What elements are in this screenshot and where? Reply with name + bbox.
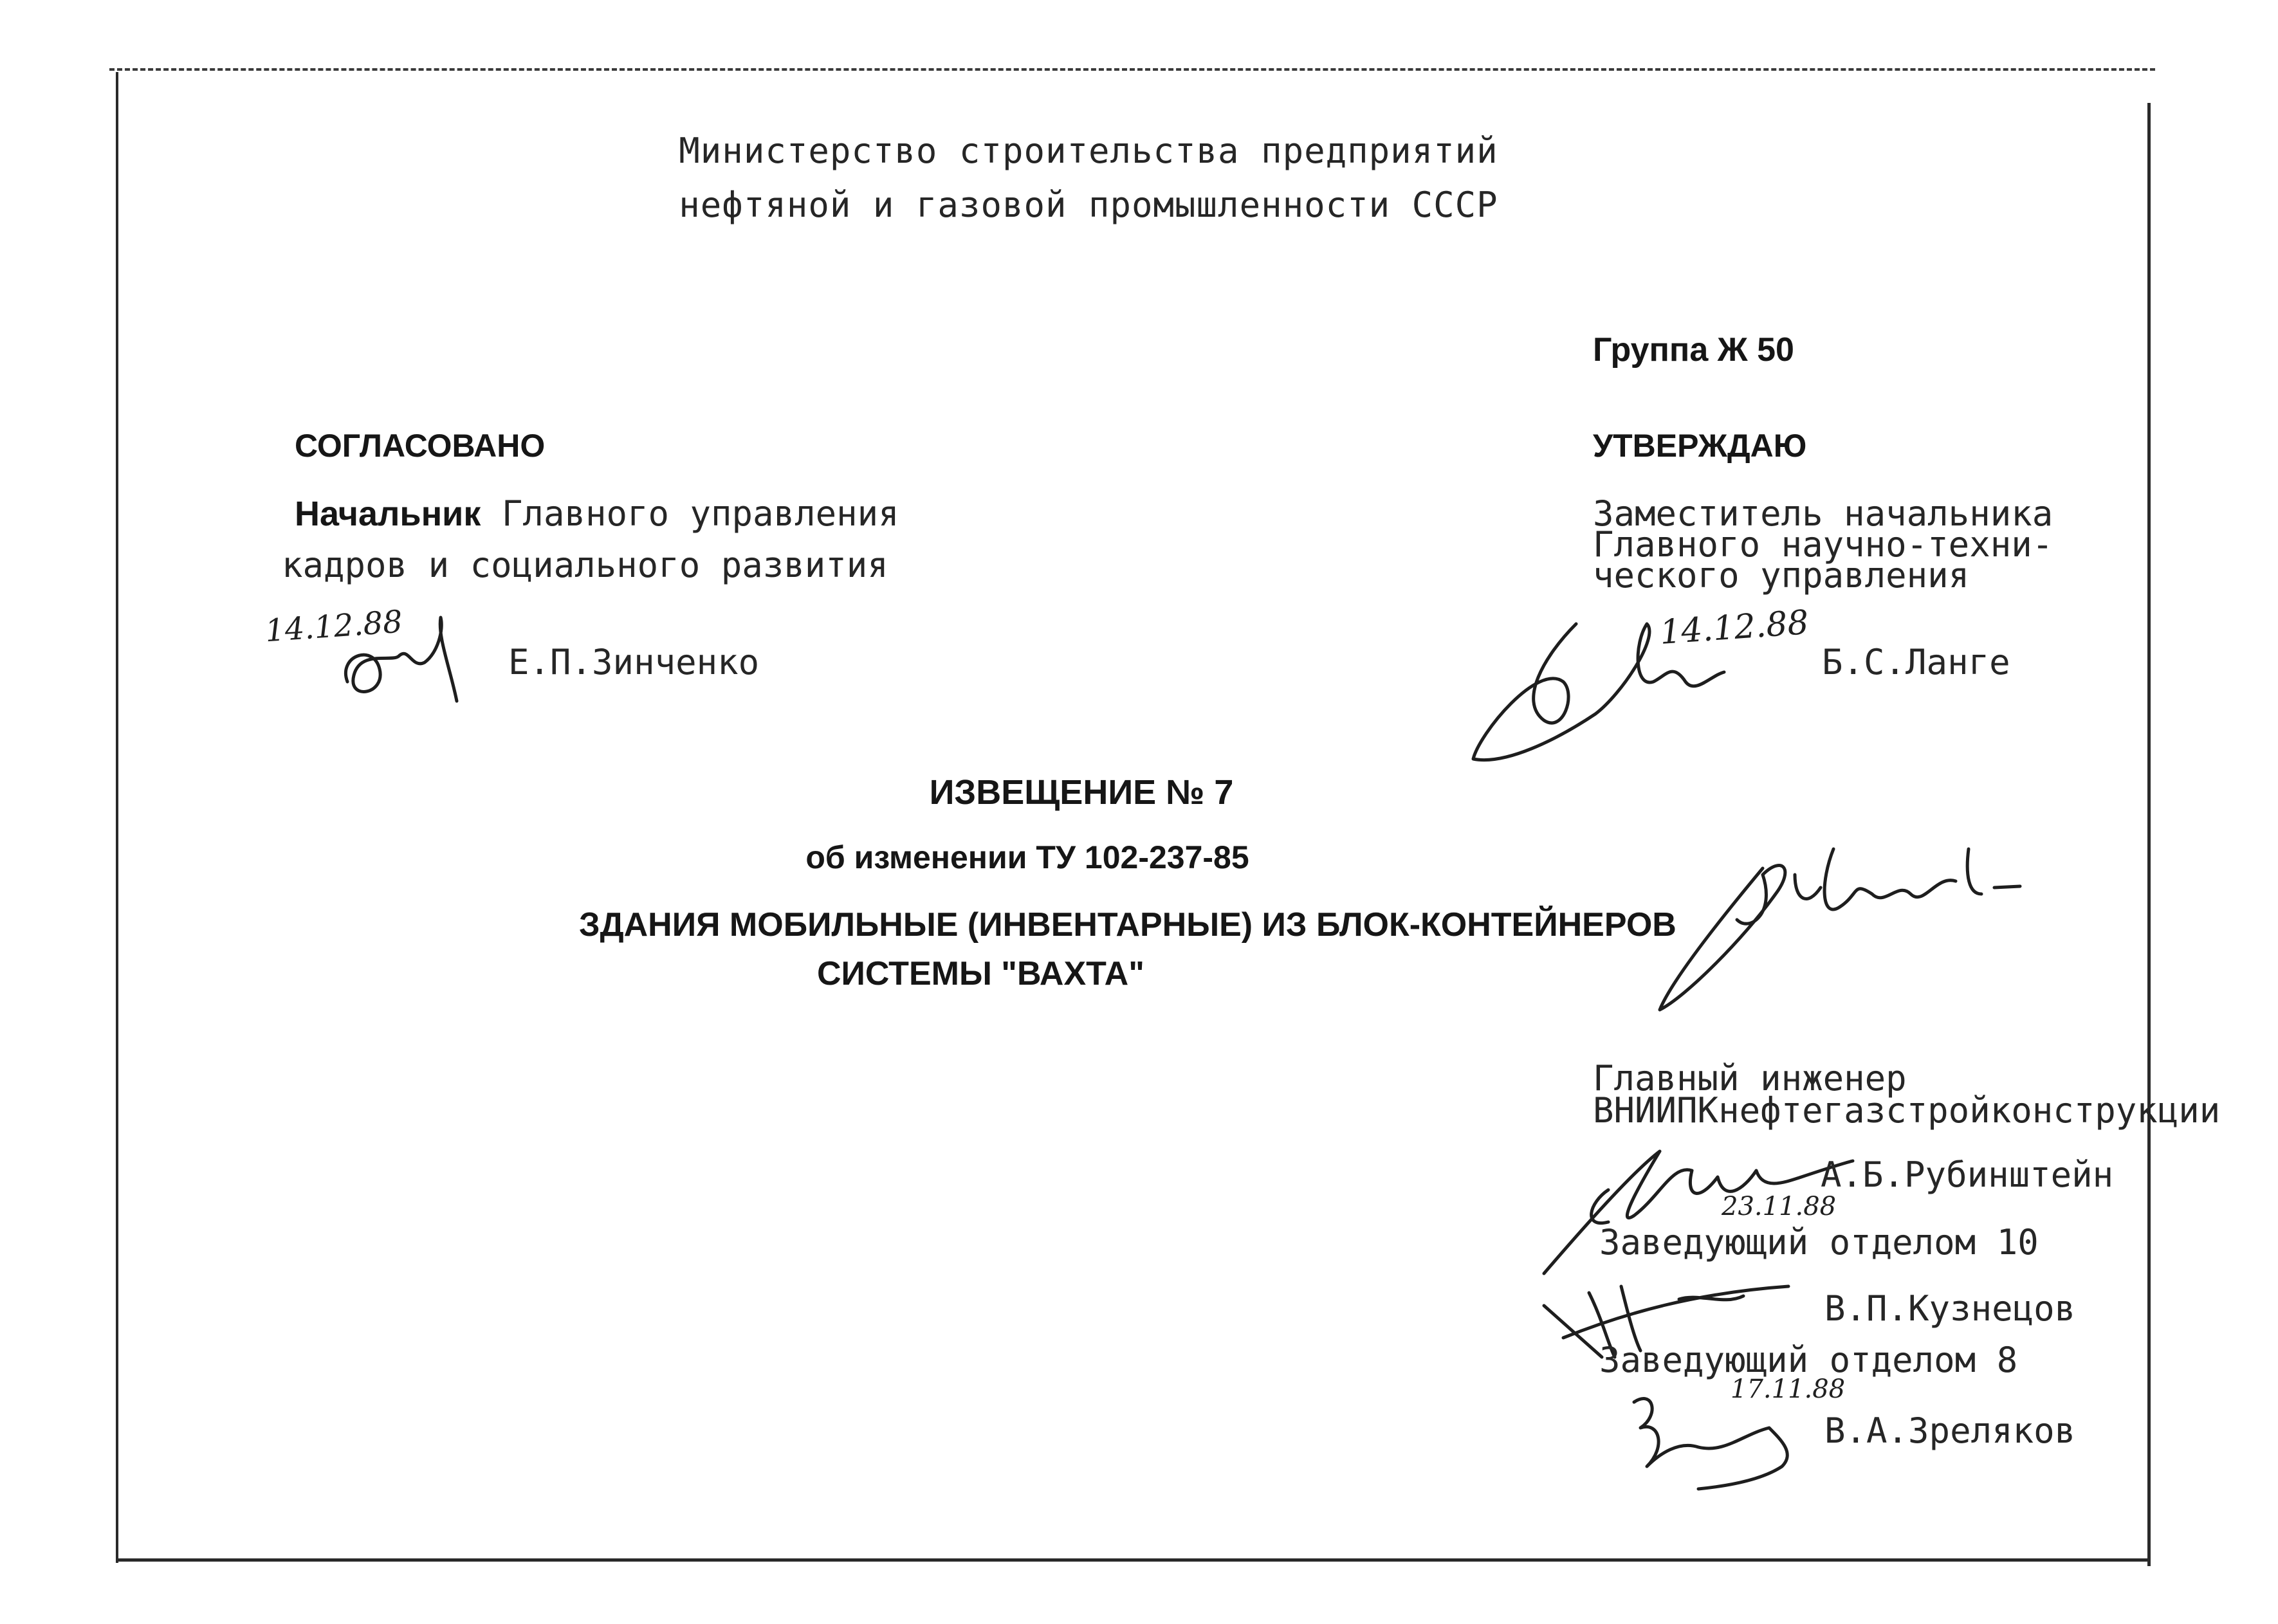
frame-bottom-line <box>118 1558 2150 1562</box>
approved-name: Б.С.Ланге <box>1822 642 2010 682</box>
agreed-position-line-2: кадров и социального развития <box>282 545 888 585</box>
chief-engineer-date: 23.11.88 <box>1722 1192 1837 1221</box>
approved-position-line-1: Заместитель начальника <box>1593 493 2053 534</box>
agreed-position-rest: Главного управления <box>481 493 899 534</box>
notice-title: ИЗВЕЩЕНИЕ № 7 <box>929 773 1234 812</box>
ministry-line-1: Министерство строительства предприятий <box>679 131 1498 171</box>
approved-heading: УТВЕРЖДАЮ <box>1593 428 1807 464</box>
agreed-name: Е.П.Зинченко <box>508 642 760 682</box>
ministry-line-2: нефтяной и газовой промышленности СССР <box>679 185 1498 225</box>
agreed-position-line-1 <box>295 493 899 534</box>
approved-signature <box>1467 611 1827 772</box>
dept8-title: Заведующий отделом 8 <box>1599 1340 2018 1380</box>
group-code: Группа Ж 50 <box>1593 331 1794 369</box>
notice-object-line-2: СИСТЕМЫ "ВАХТА" <box>817 955 1144 992</box>
notice-object-line-1: ЗДАНИЯ МОБИЛЬНЫЕ (ИНВЕНТАРНЫЕ) ИЗ БЛОК-КОНТЕЙНЕРОВ <box>579 906 1676 944</box>
additional-signature <box>1647 836 2097 1023</box>
agreed-signature <box>335 605 463 707</box>
approved-position-line-2: Главного научно-техни- <box>1593 524 2053 565</box>
dept8-date: 17.11.88 <box>1731 1374 1846 1404</box>
approved-position-line-3: ческого управления <box>1593 555 1970 596</box>
notice-subtitle: об изменении ТУ 102-237-85 <box>805 839 1249 875</box>
dept10-title: Заведующий отделом 10 <box>1599 1222 2039 1263</box>
frame-left-line <box>116 72 118 1563</box>
dept8-signature <box>1621 1383 1814 1492</box>
institute-name: ВНИИПКнефтегазстройконструкции <box>1593 1090 2221 1131</box>
agreed-position-bold: Начальник <box>295 495 481 533</box>
dept8-name: В.А.Зреляков <box>1824 1410 2076 1451</box>
chief-engineer-name: А.Б.Рубинштейн <box>1821 1154 2114 1195</box>
dept10-name: В.П.Кузнецов <box>1824 1288 2076 1329</box>
chief-engineer-title: Главный инженер <box>1593 1058 1907 1099</box>
agreed-date: 14.12.88 <box>264 603 404 650</box>
frame-top-line <box>109 68 2155 71</box>
frame-right-line <box>2147 103 2151 1566</box>
approved-date: 14.12.88 <box>1658 603 1810 653</box>
agreed-heading: СОГЛАСОВАНО <box>295 428 546 464</box>
